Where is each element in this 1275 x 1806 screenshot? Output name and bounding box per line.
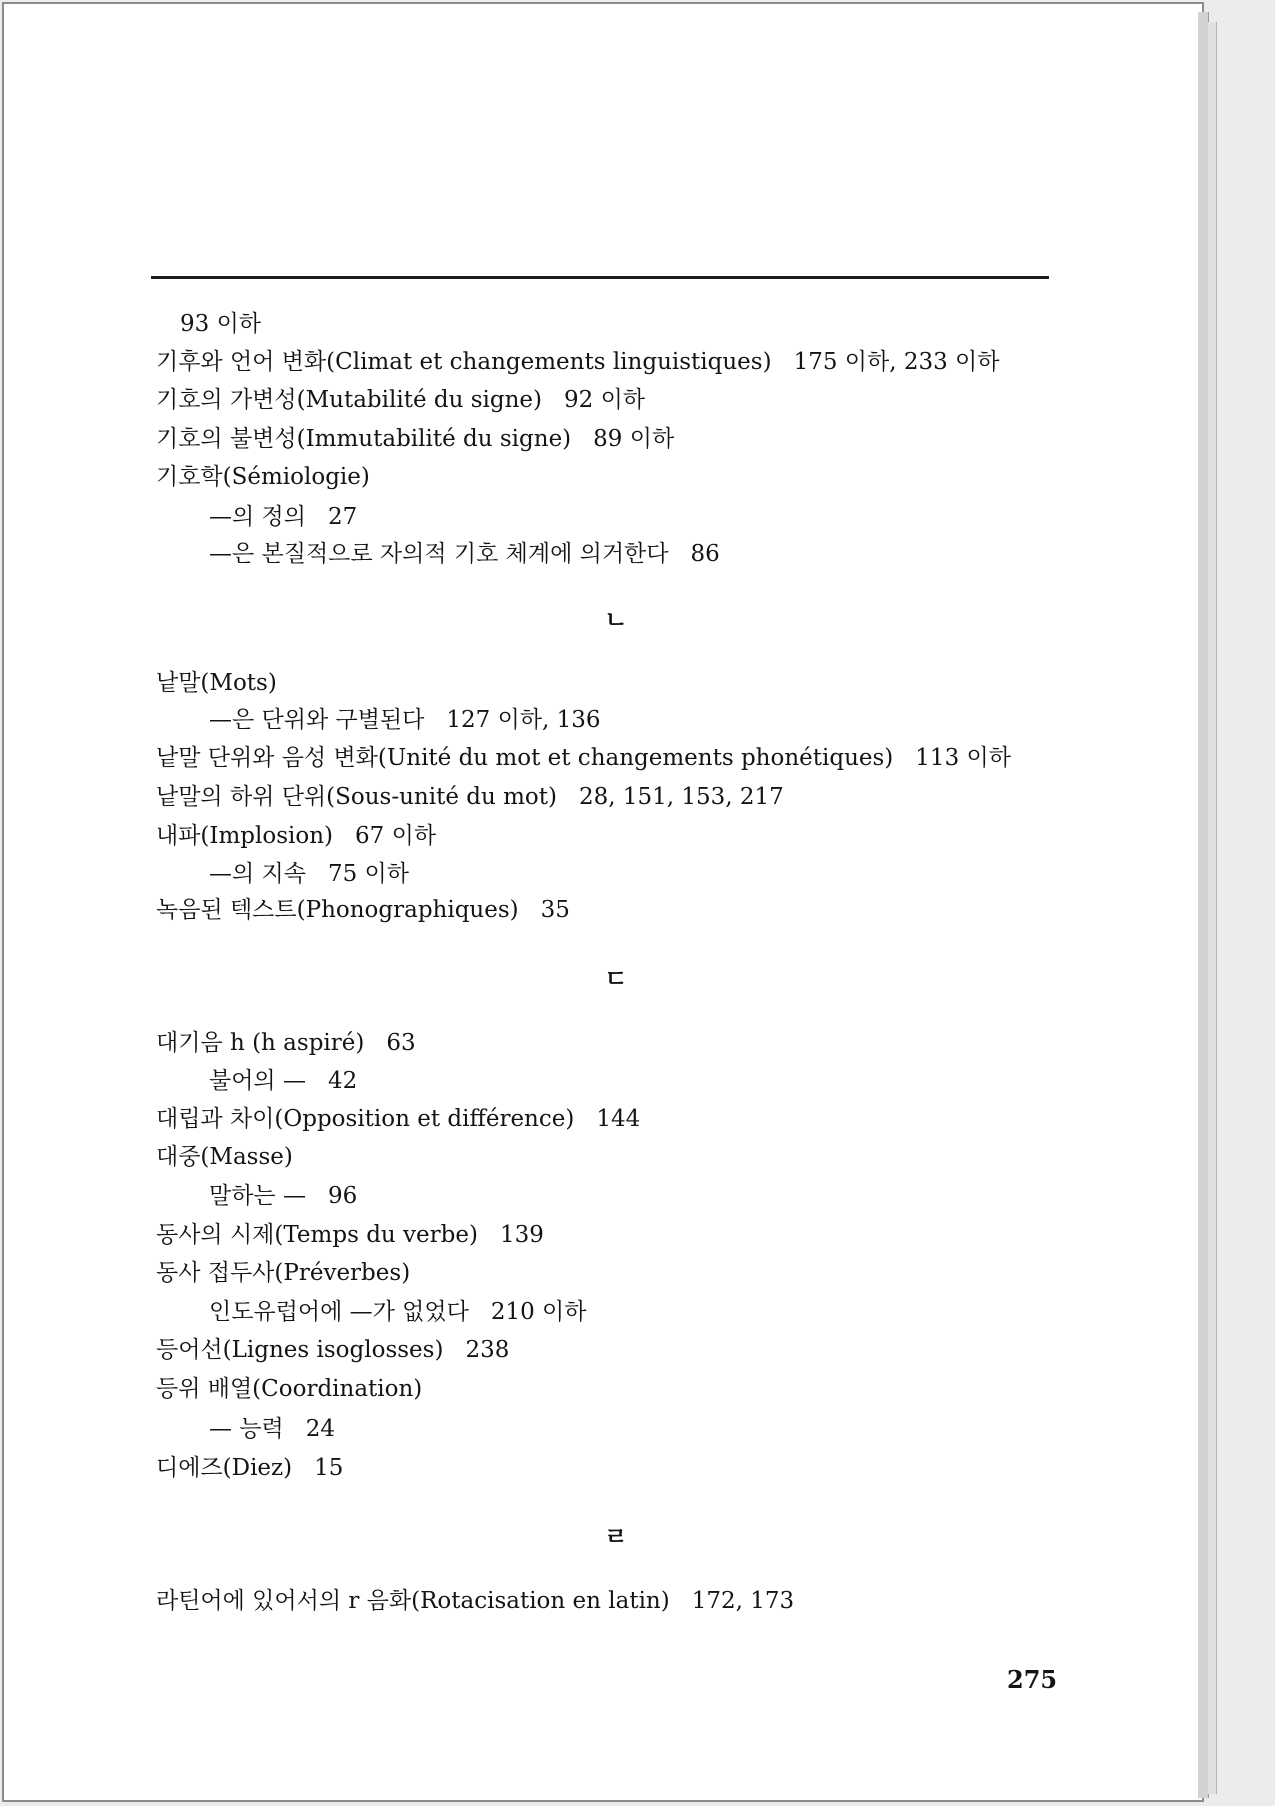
index-entry: 대립과 차이(Opposition et différence) 144 [156, 1106, 641, 1132]
index-entry: 93 이하 [180, 311, 262, 337]
index-entry: 낱말(Mots) [156, 670, 277, 696]
index-entry: 내파(Implosion) 67 이하 [156, 823, 437, 849]
index-subentry: 불어의 — 42 [209, 1068, 358, 1094]
index-entry: 낱말의 하위 단위(Sous-unité du mot) 28, 151, 153, 217 [156, 784, 784, 810]
index-entry: 기후와 언어 변화(Climat et changements linguistiques) 175 이하, 233 이하 [156, 349, 1000, 375]
page-edge [1208, 22, 1217, 1794]
index-entry: 대중(Masse) [156, 1144, 293, 1170]
index-subentry: 인도유럽어에 —가 없었다 210 이하 [209, 1299, 587, 1325]
index-entry: 디에즈(Diez) 15 [156, 1455, 344, 1481]
section-heading-r: ㄹ [604, 1522, 628, 1551]
index-entry: 등위 배열(Coordination) [156, 1376, 423, 1402]
index-entry: 동사 접두사(Préverbes) [156, 1260, 411, 1286]
index-subentry: — 능력 24 [209, 1416, 336, 1442]
index-entry: 기호의 불변성(Immutabilité du signe) 89 이하 [156, 426, 675, 452]
index-subentry: —은 본질적으로 자의적 기호 체계에 의거한다 86 [209, 541, 720, 567]
index-subentry: —의 지속 75 이하 [209, 861, 409, 887]
index-entry: 라틴어에 있어서의 r 음화(Rotacisation en latin) 172, 173 [156, 1588, 795, 1614]
book-page [2, 2, 1204, 1802]
section-heading-d: ㄷ [604, 964, 628, 993]
index-subentry: —의 정의 27 [209, 504, 358, 530]
index-entry: 낱말 단위와 음성 변화(Unité du mot et changements phonétiques) 113 이하 [156, 745, 1011, 771]
index-entry: 기호의 가변성(Mutabilité du signe) 92 이하 [156, 387, 646, 413]
index-entry: 녹음된 텍스트(Phonographiques) 35 [156, 897, 570, 923]
page-number: 275 [1007, 1665, 1058, 1694]
index-entry: 대기음 h (h aspiré) 63 [156, 1030, 416, 1056]
index-entry: 동사의 시제(Temps du verbe) 139 [156, 1222, 544, 1248]
index-subentry: —은 단위와 구별된다 127 이하, 136 [209, 707, 601, 733]
index-entry: 등어선(Lignes isoglosses) 238 [156, 1337, 510, 1363]
index-entries [4, 4, 1204, 1804]
index-subentry: 말하는 — 96 [209, 1183, 358, 1209]
section-heading-n: ㄴ [604, 605, 628, 634]
index-entry: 기호학(Sémiologie) [156, 464, 370, 490]
